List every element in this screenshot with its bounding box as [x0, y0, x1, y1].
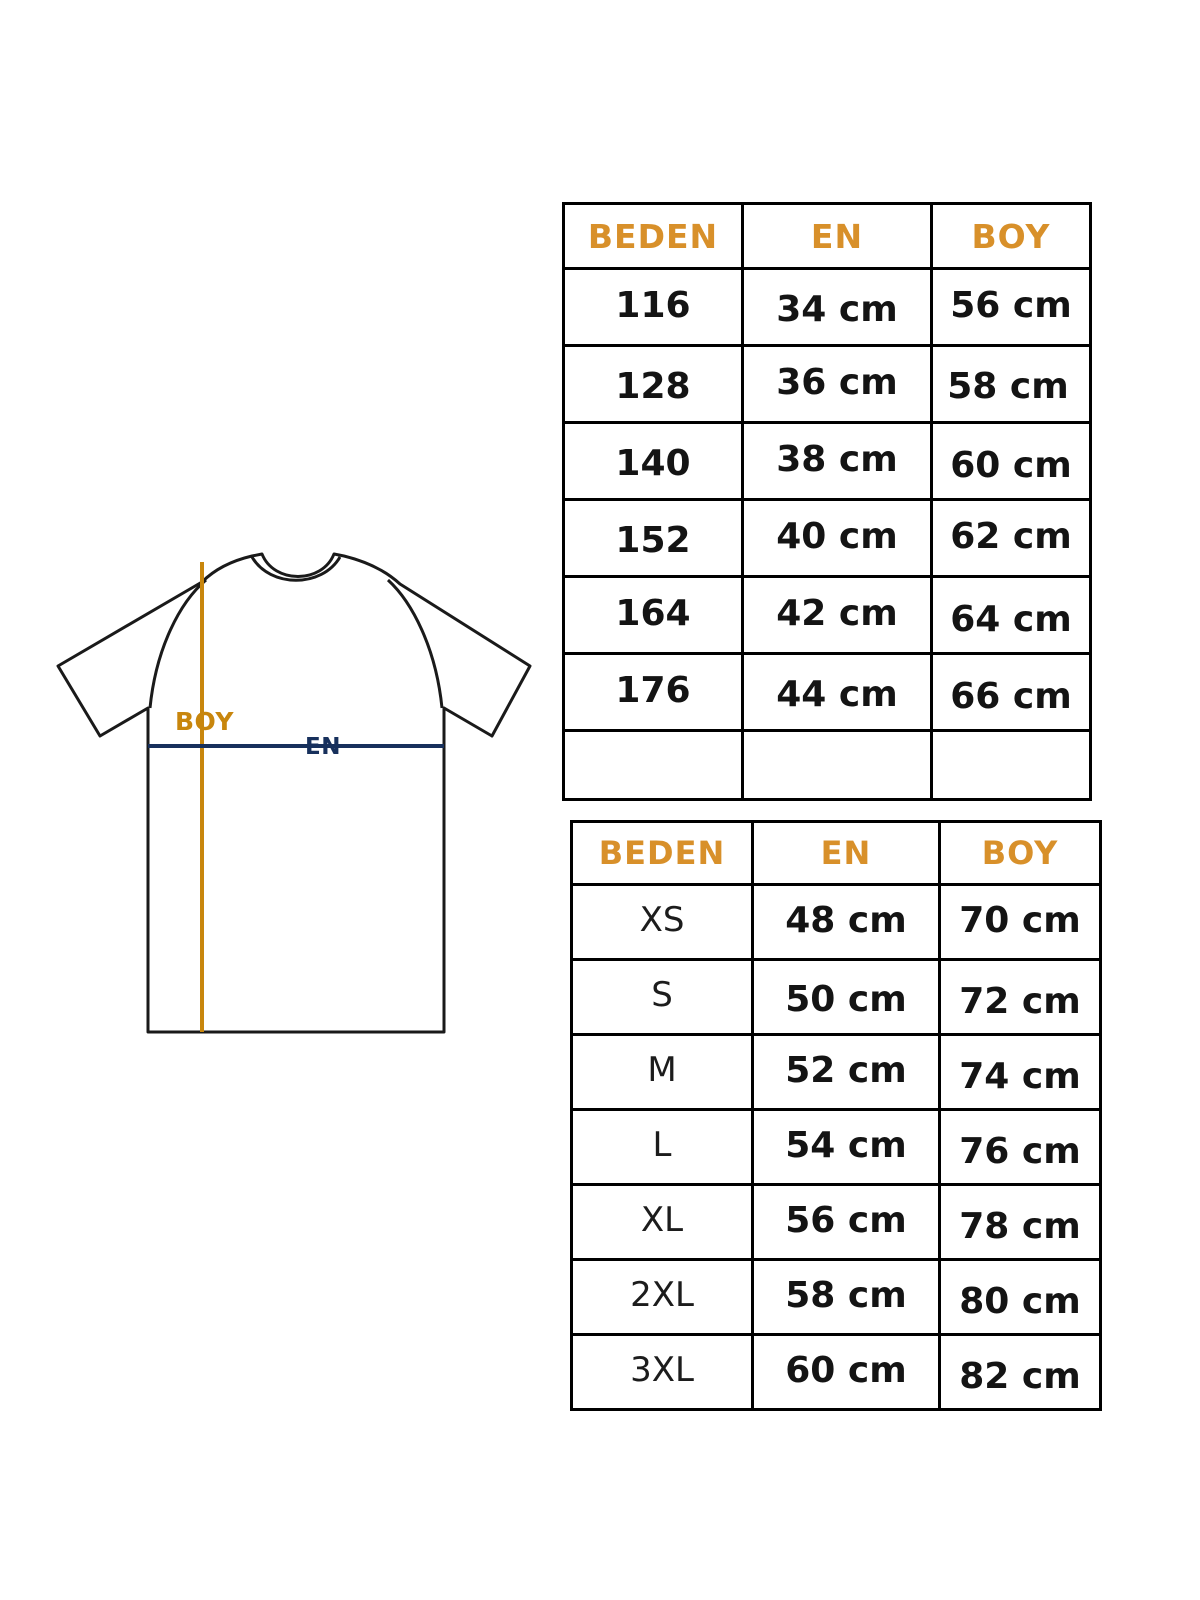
cell-height: 72 cm	[940, 960, 1101, 1035]
cell-height: 64 cm	[932, 577, 1091, 654]
table-row	[572, 1110, 1101, 1185]
table-row	[564, 500, 1091, 577]
cell-width: 36 cm	[743, 346, 932, 423]
column-header-en: EN	[743, 204, 932, 269]
adult-size-table	[570, 820, 1102, 1411]
cell-size: 164	[564, 577, 743, 654]
cell-height: 80 cm	[940, 1260, 1101, 1335]
cell-size: 3XL	[572, 1335, 753, 1410]
cell-height: 56 cm	[932, 269, 1091, 346]
cell-width: 44 cm	[743, 654, 932, 731]
cell-height: 74 cm	[940, 1035, 1101, 1110]
cell-size: XS	[572, 885, 753, 960]
cell-height: 78 cm	[940, 1185, 1101, 1260]
table-header-row	[572, 822, 1101, 885]
cell-width: 58 cm	[753, 1260, 940, 1335]
table-row	[572, 1335, 1101, 1410]
cell-size: L	[572, 1110, 753, 1185]
table-row	[564, 269, 1091, 346]
width-label: EN	[305, 734, 341, 760]
cell-height: 70 cm	[940, 885, 1101, 960]
column-header-beden: BEDEN	[564, 204, 743, 269]
cell-size: M	[572, 1035, 753, 1110]
cell-size: 140	[564, 423, 743, 500]
table-row	[572, 960, 1101, 1035]
column-header-en: EN	[753, 822, 940, 885]
cell-height: 62 cm	[932, 500, 1091, 577]
cell-width	[743, 731, 932, 800]
table-row-empty	[564, 731, 1091, 800]
cell-width: 54 cm	[753, 1110, 940, 1185]
table-row	[572, 885, 1101, 960]
cell-size: 116	[564, 269, 743, 346]
height-label: BOY	[175, 707, 235, 736]
table-row	[572, 1035, 1101, 1110]
cell-size: 2XL	[572, 1260, 753, 1335]
cell-width: 42 cm	[743, 577, 932, 654]
table-row	[564, 577, 1091, 654]
column-header-beden: BEDEN	[572, 822, 753, 885]
cell-width: 38 cm	[743, 423, 932, 500]
table-row	[564, 423, 1091, 500]
tshirt-measurement-diagram	[30, 540, 550, 1060]
cell-size	[564, 731, 743, 800]
cell-width: 34 cm	[743, 269, 932, 346]
cell-height: 66 cm	[932, 654, 1091, 731]
kids-size-table	[562, 202, 1092, 801]
cell-height: 60 cm	[932, 423, 1091, 500]
table-row	[564, 654, 1091, 731]
cell-height: 76 cm	[940, 1110, 1101, 1185]
cell-width: 56 cm	[753, 1185, 940, 1260]
table-row	[572, 1260, 1101, 1335]
cell-height: 82 cm	[940, 1335, 1101, 1410]
table-row	[572, 1185, 1101, 1260]
column-header-boy: BOY	[932, 204, 1091, 269]
cell-width: 52 cm	[753, 1035, 940, 1110]
cell-width: 60 cm	[753, 1335, 940, 1410]
tshirt-illustration	[30, 540, 550, 1060]
cell-size: 152	[564, 500, 743, 577]
cell-width: 50 cm	[753, 960, 940, 1035]
cell-width: 48 cm	[753, 885, 940, 960]
cell-size: XL	[572, 1185, 753, 1260]
cell-size: 128	[564, 346, 743, 423]
table-row	[564, 346, 1091, 423]
column-header-boy: BOY	[940, 822, 1101, 885]
table-header-row	[564, 204, 1091, 269]
cell-height	[932, 731, 1091, 800]
cell-height: 58 cm	[932, 346, 1091, 423]
cell-width: 40 cm	[743, 500, 932, 577]
cell-size: 176	[564, 654, 743, 731]
cell-size: S	[572, 960, 753, 1035]
